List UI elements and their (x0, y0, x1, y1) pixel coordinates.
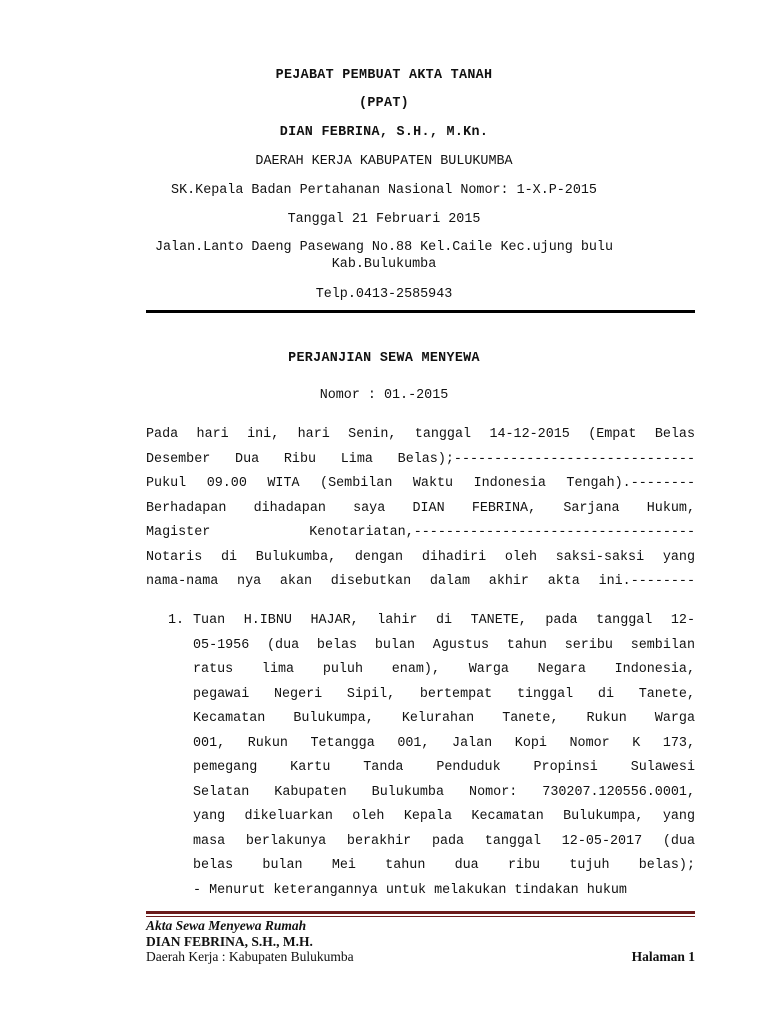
party-line: 05-1956 (dua belas bulan Agustus tahun seribu sembilan (193, 637, 695, 653)
party-line: Tuan H.IBNU HAJAR, lahir di TANETE, pada tanggal 12- (193, 613, 695, 628)
work-region: DAERAH KERJA KABUPATEN BULUKUMBA (255, 154, 513, 169)
page-number: Halaman 1 (631, 949, 695, 964)
party-line: yang dikeluarkan oleh Kepala Kecamatan Bulukumpa, yang (193, 809, 695, 824)
footer-notary: DIAN FEBRINA, S.H., M.H. (146, 934, 313, 949)
party-line: ratus lima puluh enam), Warga Negara Indonesia, (193, 662, 695, 677)
notary-name: DIAN FEBRINA, S.H., M.Kn. (279, 125, 489, 140)
opening-line: Magister Kenotariatan,----------------------------------- (146, 525, 695, 540)
footer-doc-name: Akta Sewa Menyewa Rumah (146, 918, 307, 933)
party-line: belas bulan Mei tahun dua ribu tujuh belas); (193, 858, 695, 873)
party-1-paragraph (193, 609, 695, 903)
party-line: pemegang Kartu Tanda Penduduk Propinsi Sulawesi (193, 760, 695, 775)
party-line: Kecamatan Bulukumpa, Kelurahan Tanete, Rukun Warga (193, 711, 695, 726)
document-number: Nomor : 01.-2015 (319, 388, 449, 403)
opening-line: Berhadapan dihadapan saya DIAN FEBRINA, Sarjana Hukum, (146, 500, 695, 516)
decree-date: Tanggal 21 Februari 2015 (287, 212, 481, 227)
opening-line: nama-nama nya akan disebutkan dalam akhir akta ini.-------- (146, 574, 695, 589)
opening-line: Pada hari ini, hari Senin, tanggal 14-12-2015 (Empat Belas (146, 427, 695, 442)
office-title: PEJABAT PEMBUAT AKTA TANAH (275, 68, 493, 83)
phone-line: Telp.0413-2585943 (315, 287, 453, 302)
document-title: PERJANJIAN SEWA MENYEWA (288, 351, 480, 366)
footer-divider (146, 911, 695, 914)
address-line-1: Jalan.Lanto Daeng Pasewang No.88 Kel.Caile Kec.ujung bulu (154, 240, 614, 255)
footer-divider-thin (146, 916, 695, 917)
footer-region: Daerah Kerja : Kabupaten Bulukumba (146, 949, 354, 964)
party-line: - Menurut keterangannya untuk melakukan tindakan hukum (193, 882, 627, 898)
opening-line: Desember Dua Ribu Lima Belas);------------------------------ (146, 451, 695, 467)
party-line: masa berlakunya berakhir pada tanggal 12-05-2017 (dua (193, 833, 695, 849)
decree-line: SK.Kepala Badan Pertahanan Nasional Nomor: 1-X.P-2015 (171, 183, 597, 198)
party-line: 001, Rukun Tetangga 001, Jalan Kopi Nomor K 173, (193, 735, 695, 751)
party-line: Selatan Kabupaten Bulukumba Nomor: 730207.120556.0001, (193, 784, 695, 800)
opening-paragraph (146, 423, 695, 595)
opening-line: Notaris di Bulukumba, dengan dihadiri oleh saksi-saksi yang (146, 549, 695, 565)
header-divider (146, 310, 695, 313)
opening-line: Pukul 09.00 WITA (Sembilan Waktu Indonesia Tengah).-------- (146, 476, 695, 491)
list-number: 1. (168, 613, 185, 628)
office-abbr: (PPAT) (358, 96, 409, 111)
address-line-2: Kab.Bulukumba (331, 257, 437, 272)
party-line: pegawai Negeri Sipil, bertempat tinggal di Tanete, (193, 686, 695, 702)
